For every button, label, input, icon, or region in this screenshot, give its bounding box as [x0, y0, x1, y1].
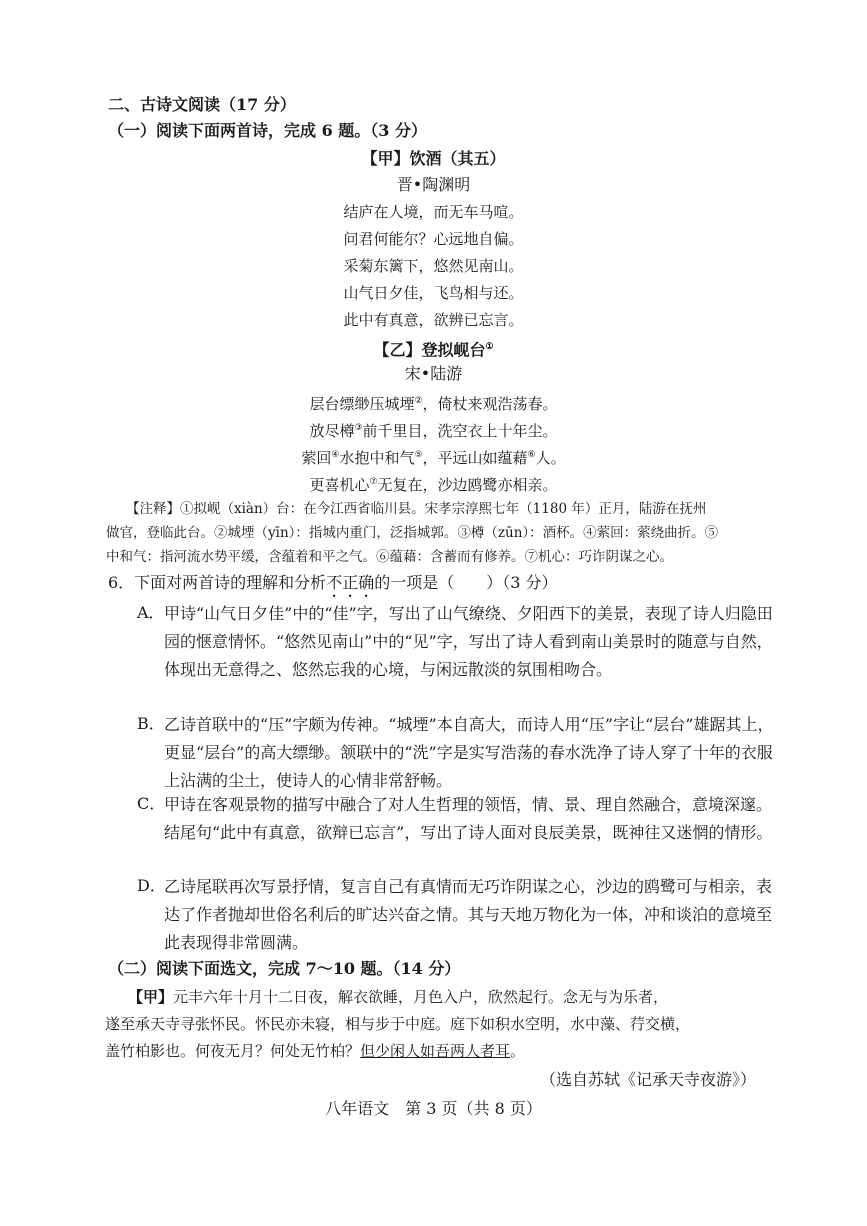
passage-label: 【甲】	[128, 988, 174, 1006]
passage-text: 盖竹柏影也。何夜无月？何处无竹柏？	[105, 1042, 361, 1060]
option-a-text: 甲诗“山气日夕佳”中的“佳”字，写出了山气缭绕、夕阳西下的美景，表现了诗人归隐田园的惬意情怀。“悠然见南山”中的“见”字，写出了诗人看到南山美景时的随意与自然，体现出无意得之、悠然忘我的心境，与闲远散淡的氛围相吻合。	[164, 604, 773, 679]
option-d-text: 乙诗尾联再次写景抒情，复言自己有真情而无巧诈阴谋之心，沙边的鸥鹭可与相亲，表达了作者抛却世俗名利后的旷达兴奋之情。其与天地万物化为一体，冲和谈泊的意境至此表现得非常圆满。	[164, 877, 773, 952]
poem-b-title-text: 【乙】登拟岘台	[373, 340, 486, 360]
poem-b-note-mark: ③	[354, 423, 363, 433]
page-footer: 八年语文 第 3 页（共 8 页）	[325, 1099, 542, 1118]
poem-a-line: 问君何能尔？心远地自偏。	[343, 230, 524, 248]
poem-b-text: 萦回	[301, 449, 332, 467]
passage-line	[128, 984, 668, 1010]
poem-b-line	[0, 415, 867, 444]
poem-b-text: ，倚杖来观浩荡春。	[422, 395, 558, 413]
poem-b-title	[0, 334, 867, 363]
notes-line: 中和气：指河流水势平缓，含蕴着和平之气。⑥蕴藉：含蓄而有修养。⑦机心：巧诈阴谋之心。	[106, 549, 673, 565]
poem-b-note-mark: ②	[414, 396, 423, 406]
poem-b-text: 人。	[535, 449, 566, 467]
poem-b-note-mark: ⑦	[369, 477, 378, 487]
option-b-text: 乙诗首联中的“压”字颇为传神。“城堙”本自高大，而诗人用“压”字让“层台”雄踞其上，更显“层台”的高大缥缈。颔联中的“洗”字是实写浩荡的春水洗净了诗人穿了十年的衣服上沾满的尘土，使诗人的心情非常舒畅。	[164, 715, 774, 790]
poem-b-line	[0, 442, 867, 471]
poem-b-note-mark: ⑥	[527, 450, 536, 460]
poem-b-line	[0, 469, 867, 498]
poem-b-text: 水抱中和气	[339, 449, 415, 467]
question-6	[108, 570, 557, 601]
question-6-prefix: 6．下面对两首诗的理解和分析	[108, 573, 327, 592]
poem-b-text: ，平远山如蕴藉	[422, 449, 528, 467]
passage-line: 遂至承天寺寻张怀民。怀民亦未寝，相与步于中庭。庭下如积水空明，水中藻、荇交横，	[105, 1015, 691, 1033]
poem-a-line: 采菊东篱下，悠然见南山。	[343, 257, 524, 275]
poem-b-text: 更喜机心	[309, 476, 370, 494]
part2-heading: （二）阅读下面选文，完成 7～10 题。（14 分）	[108, 959, 461, 978]
section-title: 二、古诗文阅读（17 分）	[108, 95, 296, 114]
poem-a-line: 结庐在人境，而无车马喧。	[343, 203, 524, 221]
passage-underlined-sentence: 但少闲人如吾两人者耳	[360, 1042, 511, 1060]
poem-b-title-mark: ①	[485, 342, 494, 352]
option-c-label: C．	[137, 794, 166, 813]
poem-b-note-mark: ④	[331, 450, 340, 460]
option-a-label: A．	[137, 603, 165, 622]
poem-b-author: 宋•陆游	[404, 364, 463, 383]
notes-line: 做官，登临此台。②城堙（yīn）：指城内重门，泛指城郭。③樽（zūn）：酒杯。④萦回：萦绕曲折。⑤	[106, 525, 719, 541]
poem-a-author: 晋•陶渊明	[396, 175, 471, 194]
option-c-text: 甲诗在客观景物的描写中融合了对人生哲理的领悟，情、景、理自然融合，意境深邃。结尾句“此中有真意，欲辩已忘言”，写出了诗人面对良辰美景，既神往又迷惘的情形。	[164, 795, 773, 842]
poem-b-text: 无复在，沙边鸥鹭亦相亲。	[377, 476, 558, 494]
passage-source: （选自苏轼《记承天寺夜游》）	[540, 1070, 757, 1089]
passage-text: 元丰六年十月十二日夜，解衣欲睡，月色入户，欣然起行。念无与为乐者，	[173, 988, 669, 1006]
poem-b-text: 前千里目，洗空衣上十年尘。	[362, 422, 558, 440]
poem-a-line: 此中有真意，欲辨已忘言。	[343, 311, 524, 329]
option-b-label: B．	[137, 714, 165, 733]
question-6-emphasis: 不正确	[326, 573, 375, 592]
part1-heading: （一）阅读下面两首诗，完成 6 题。（3 分）	[108, 121, 427, 140]
passage-line	[105, 1038, 525, 1064]
option-d-label: D．	[137, 876, 166, 895]
poem-b-text: 放尽樽	[309, 422, 355, 440]
poem-a-title: 【甲】饮酒（其五）	[361, 149, 506, 168]
question-6-suffix: 的一项是（ ）（3 分）	[374, 573, 558, 592]
notes-line: 【注释】①拟岘（xiàn）台：在今江西省临川县。宋孝宗淳熙七年（1180 年）正月，陆游在抚州	[126, 501, 707, 517]
poem-b-note-mark: ⑤	[414, 450, 423, 460]
poem-b-line	[0, 388, 867, 417]
poem-b-text: 层台缥缈压城堙	[309, 395, 415, 413]
passage-text: 。	[510, 1042, 526, 1060]
poem-a-line: 山气日夕佳，飞鸟相与还。	[343, 284, 524, 302]
